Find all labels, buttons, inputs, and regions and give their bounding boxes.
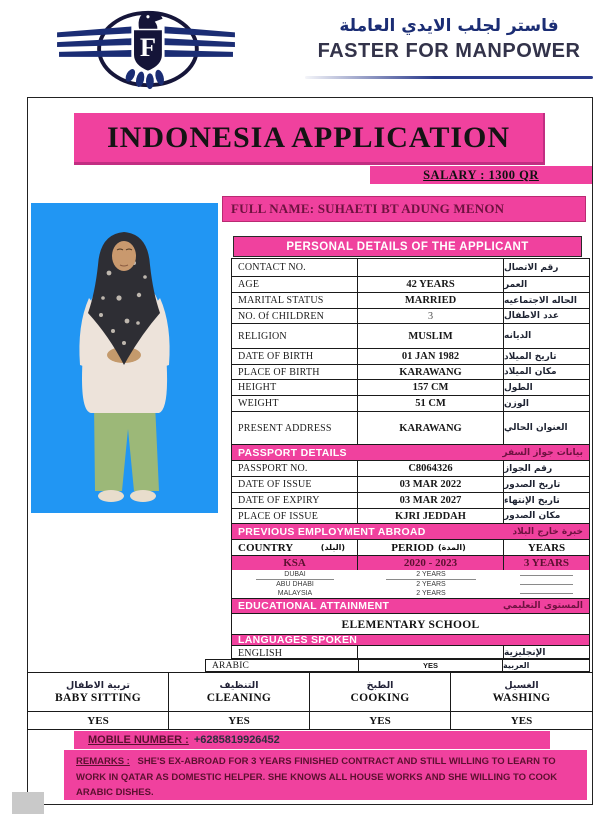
company-name-english: FASTER FOR MANPOWER: [317, 40, 581, 62]
field-label-arabic: العربية: [503, 661, 530, 670]
field-value: MUSLIM: [358, 324, 504, 348]
section-title-arabic: بيانات جواز السفر: [502, 447, 583, 458]
years-value: [504, 589, 589, 598]
section-header-education: [232, 598, 589, 613]
field-label-arabic: عدد الاطفال: [504, 311, 560, 321]
employment-row-highlight: [232, 555, 589, 570]
letterhead-divider: [305, 76, 593, 79]
field-value: YES: [359, 660, 503, 671]
field-label-arabic: تاريخ الميلاد: [504, 351, 557, 362]
company-name-block: [305, 14, 593, 64]
field-label-arabic: الطول: [504, 382, 533, 393]
skill-value: YES: [169, 712, 310, 729]
section-header-employment: [232, 523, 589, 539]
field-label: DATE OF ISSUE: [232, 477, 358, 492]
mobile-number-value: +6285819926452: [193, 734, 280, 746]
full-name-banner: FULL NAME: SUHAETI BT ADUNG MENON: [222, 196, 586, 222]
skill-label: WASHING: [492, 692, 551, 704]
skill-label: BABY SITTING: [55, 692, 141, 704]
cell-text: ABU DHABI: [256, 580, 334, 589]
table-row-marital-status: [232, 292, 589, 308]
skill-label-arabic: الغسيل: [504, 680, 539, 691]
table-row-place-of-birth: [232, 364, 589, 379]
column-label: PERIOD: [391, 541, 434, 554]
years-value: [504, 580, 589, 589]
country-value: [232, 580, 358, 589]
field-label: ENGLISH: [232, 646, 358, 660]
section-title: EDUCATIONAL ATTAINMENT: [238, 600, 390, 612]
field-label: CONTACT NO.: [232, 259, 358, 276]
field-label: ARABIC: [206, 660, 359, 671]
field-label-arabic: رقم الاتصال: [504, 262, 559, 273]
column-years: [504, 540, 589, 555]
table-row-weight: [232, 395, 589, 411]
remarks-label: REMARKS :: [76, 756, 130, 767]
cell-text: 2 YEARS: [386, 570, 477, 580]
table-row-arabic: [205, 659, 590, 672]
table-row-date-of-expiry: [232, 492, 589, 508]
field-value: 03 MAR 2027: [358, 493, 504, 508]
field-label: PLACE OF ISSUE: [232, 509, 358, 523]
field-label: PASSPORT NO.: [232, 461, 358, 476]
skill-washing: [451, 673, 592, 712]
field-value: [358, 259, 504, 276]
employment-row: [232, 589, 589, 598]
remarks-text: SHE'S EX-ABROAD FOR 3 YEARS FINISHED CONTRACT AND STILL WILLING TO LEARN TO WORK IN QATAR AS DOMESTIC HELPER. SHE KNOWS ALL HOUSE WORKS AND SHE WILLING TO COOK ARABIC DISHES.: [76, 756, 558, 798]
table-row-english: [232, 645, 589, 660]
field-label-arabic: الديانه: [504, 331, 532, 341]
section-title-arabic: المستوى التعليمي: [502, 601, 583, 611]
section-header-languages: [232, 634, 589, 645]
section-header-personal-details: PERSONAL DETAILS OF THE APPLICANT: [233, 236, 582, 257]
field-label-arabic: العنوان الحالي: [504, 423, 568, 433]
section-header-passport: [232, 444, 589, 460]
table-row-contact: [232, 259, 589, 276]
period-value: [358, 580, 504, 589]
field-value: 3: [358, 309, 504, 323]
period-value: [358, 570, 504, 580]
field-value: KARAWANG: [358, 412, 504, 444]
skill-babysitting: [28, 673, 169, 712]
field-label: WEIGHT: [232, 396, 358, 411]
column-label-arabic: (البلد): [320, 543, 345, 552]
eagle-emblem-icon: [52, 6, 240, 92]
cell-text: MALAYSIA: [256, 589, 334, 598]
country-value: KSA: [232, 556, 358, 570]
skills-table: [27, 672, 593, 730]
details-table: [231, 258, 590, 659]
skill-label-arabic: الطبخ: [366, 680, 394, 691]
field-value: [358, 646, 504, 660]
years-value: 3 YEARS: [523, 557, 570, 569]
field-label-arabic: مكان الصدور: [504, 511, 561, 521]
skill-cooking: [310, 673, 451, 712]
field-label: MARITAL STATUS: [232, 293, 358, 308]
years-value: [504, 570, 589, 580]
field-label-arabic: الوزن: [504, 398, 529, 409]
table-row-age: [232, 276, 589, 292]
field-value: 42 YEARS: [358, 277, 504, 292]
mobile-number-label: MOBILE NUMBER :: [88, 734, 189, 746]
mobile-number-strip: [74, 731, 550, 749]
column-label: YEARS: [527, 541, 566, 554]
field-label: PLACE OF BIRTH: [232, 365, 358, 379]
table-row-present-address: [232, 411, 589, 444]
section-title: LANGUAGES SPOKEN: [238, 634, 358, 646]
period-value: 2020 - 2023: [358, 556, 504, 570]
skill-cleaning: [169, 673, 310, 712]
section-title: PASSPORT DETAILS: [238, 446, 347, 459]
field-label-arabic: الإنجليزية: [504, 648, 546, 658]
table-row-children: [232, 308, 589, 323]
applicant-figure: [31, 203, 218, 513]
column-country: [232, 540, 358, 555]
field-value: C8064326: [358, 461, 504, 476]
employment-row: [232, 580, 589, 589]
skill-label-arabic: تربية الاطفال: [66, 680, 130, 691]
field-label: AGE: [232, 277, 358, 292]
table-row-place-of-issue: [232, 508, 589, 523]
column-label-arabic: (المدة): [438, 543, 466, 552]
company-name-arabic: فاستر لجلب الايدي العاملة: [339, 16, 559, 36]
skill-value: YES: [510, 714, 533, 727]
remarks-block: [64, 750, 587, 800]
field-label: NO. Of CHILDREN: [232, 309, 358, 323]
table-row-height: [232, 379, 589, 395]
section-title: PREVIOUS EMPLOYMENT ABROAD: [238, 525, 426, 538]
field-value: KARAWANG: [358, 365, 504, 379]
field-label: DATE OF EXPIRY: [232, 493, 358, 508]
cell-text: [520, 575, 573, 576]
salary-banner: SALARY : 1300 QR: [370, 166, 592, 184]
field-value: 01 JAN 1982: [358, 349, 504, 364]
employment-columns-header: [232, 539, 589, 555]
field-label-arabic: العمر: [504, 279, 528, 290]
field-value: 157 CM: [358, 380, 504, 395]
field-value: KJRI JEDDAH: [358, 509, 504, 523]
cell-text: [520, 593, 573, 594]
education-value: ELEMENTARY SCHOOL: [232, 613, 589, 634]
field-label-arabic: تاريخ الإنتهاء: [504, 495, 560, 506]
skill-label: CLEANING: [206, 692, 272, 704]
company-eagle-logo-icon: [52, 6, 240, 97]
table-row-date-of-birth: [232, 348, 589, 364]
skill-label: COOKING: [350, 692, 410, 704]
table-row-passport-no: [232, 460, 589, 476]
cell-text: DUBAI: [256, 570, 334, 580]
table-row-religion: [232, 323, 589, 348]
scan-artifact: [12, 792, 44, 814]
field-label-arabic: مكان الميلاد: [504, 367, 557, 377]
section-title-arabic: خبرة خارج البلاد: [512, 526, 583, 537]
country-value: [232, 589, 358, 598]
field-value: 03 MAR 2022: [358, 477, 504, 492]
field-value: MARRIED: [358, 293, 504, 308]
table-row-date-of-issue: [232, 476, 589, 492]
field-label: PRESENT ADDRESS: [232, 412, 358, 444]
application-title: INDONESIA APPLICATION: [74, 113, 545, 165]
field-label: HEIGHT: [232, 380, 358, 395]
skill-value: YES: [28, 712, 169, 729]
cell-text: [520, 584, 573, 585]
field-label-arabic: رقم الجواز: [504, 463, 553, 474]
field-label-arabic: الحاله الاجتماعيه: [504, 295, 577, 306]
column-period: [358, 540, 504, 555]
cell-text: 2 YEARS: [386, 580, 477, 589]
cell-text: 2 YEARS: [386, 589, 477, 598]
field-label: DATE OF BIRTH: [232, 349, 358, 364]
period-value: [358, 589, 504, 598]
field-label-arabic: تاريخ الصدور: [504, 479, 561, 490]
country-value: [232, 570, 358, 580]
employment-row: [232, 570, 589, 580]
applicant-photo: [31, 203, 218, 513]
skill-label-arabic: التنظيف: [219, 680, 259, 691]
column-label: COUNTRY: [238, 541, 294, 554]
skill-value: YES: [310, 712, 451, 729]
logo-letter: F: [139, 31, 157, 62]
field-value: 51 CM: [358, 396, 504, 411]
field-label: RELIGION: [232, 324, 358, 348]
